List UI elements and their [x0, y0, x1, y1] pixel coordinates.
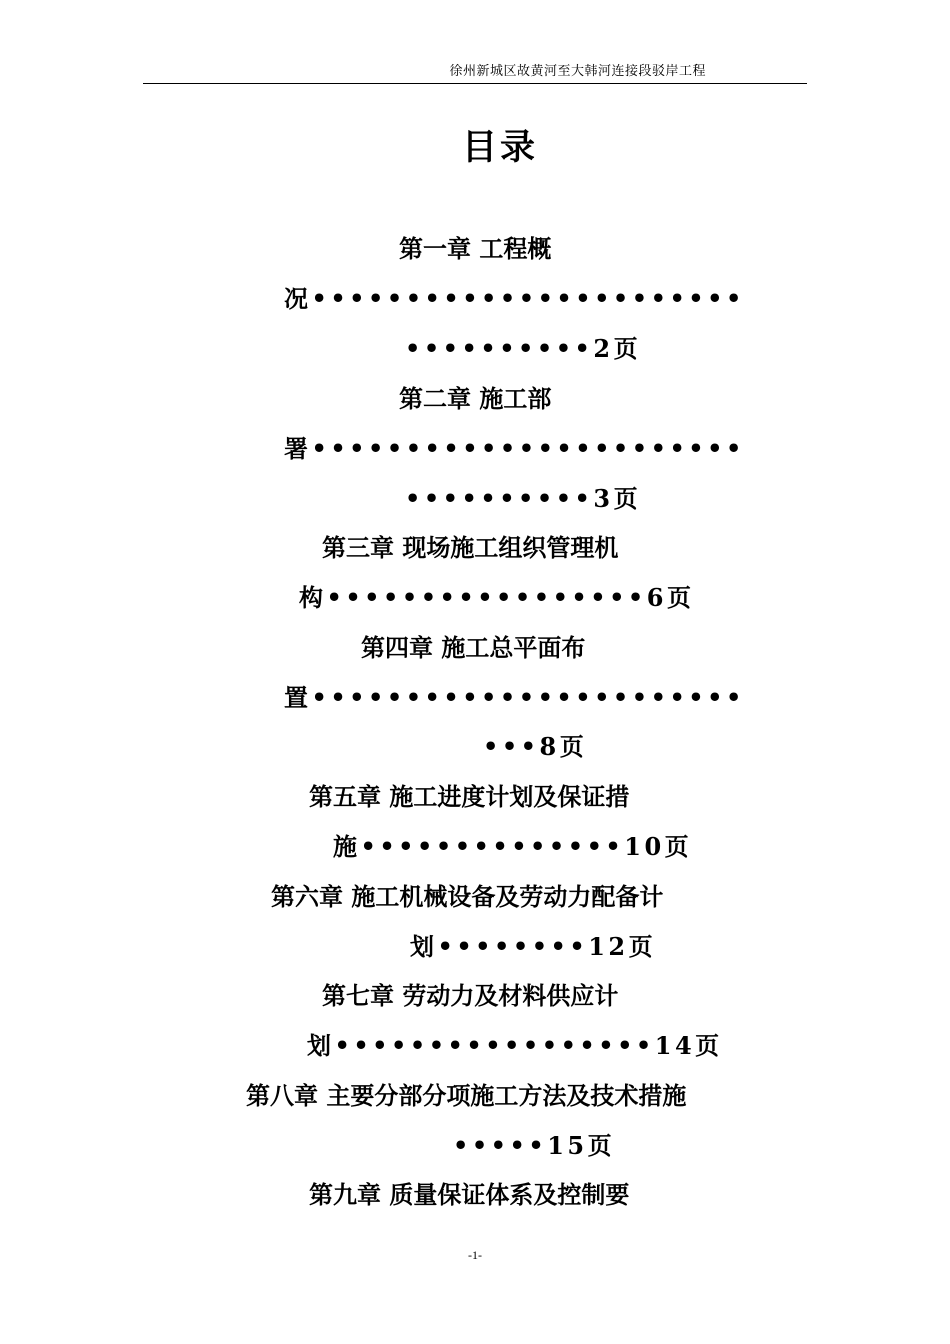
toc-line-chapter-8-title: 第八章 主要分部分项施工方法及技术措施 — [246, 1081, 687, 1110]
toc-line-chapter-6-page: 划••••••••12页 — [410, 932, 657, 961]
running-header: 徐州新城区故黄河至大韩河连接段驳岸工程 — [449, 64, 706, 79]
toc-line-chapter-8-page: •••••15页 — [453, 1131, 616, 1160]
toc-line-chapter-5-title: 第五章 施工进度计划及保证措 — [309, 782, 630, 811]
toc-line-chapter-2-title: 第二章 施工部 — [399, 384, 552, 413]
toc-line-chapter-5-page: 施••••••••••••••10页 — [333, 832, 693, 861]
header-rule — [143, 83, 807, 84]
toc-line-chapter-3-title: 第三章 现场施工组织管理机 — [322, 533, 619, 562]
toc-line-chapter-4-page: •••8页 — [483, 732, 588, 761]
toc-line-chapter-9-title: 第九章 质量保证体系及控制要 — [309, 1180, 630, 1209]
page-number: -1- — [468, 1248, 482, 1262]
toc-line-chapter-4-title: 第四章 施工总平面布 — [361, 633, 586, 662]
toc-line-chapter-3-page: 构•••••••••••••••••6页 — [299, 583, 695, 612]
toc-line-chapter-1-title: 第一章 工程概 — [399, 234, 552, 263]
toc-line-chapter-1-leader: 况••••••••••••••••••••••• — [284, 284, 745, 313]
toc-line-chapter-1-page: ••••••••••2页 — [405, 334, 642, 363]
page-title: 目录 — [461, 127, 538, 168]
toc-line-chapter-7-page: 划•••••••••••••••••14页 — [307, 1031, 723, 1060]
toc-line-chapter-7-title: 第七章 劳动力及材料供应计 — [322, 981, 619, 1010]
toc-line-chapter-2-page: ••••••••••3页 — [405, 484, 642, 513]
toc-line-chapter-6-title: 第六章 施工机械设备及劳动力配备计 — [271, 882, 664, 911]
toc-line-chapter-2-leader: 署••••••••••••••••••••••• — [284, 434, 745, 463]
toc-line-chapter-4-leader: 置••••••••••••••••••••••• — [284, 683, 745, 712]
